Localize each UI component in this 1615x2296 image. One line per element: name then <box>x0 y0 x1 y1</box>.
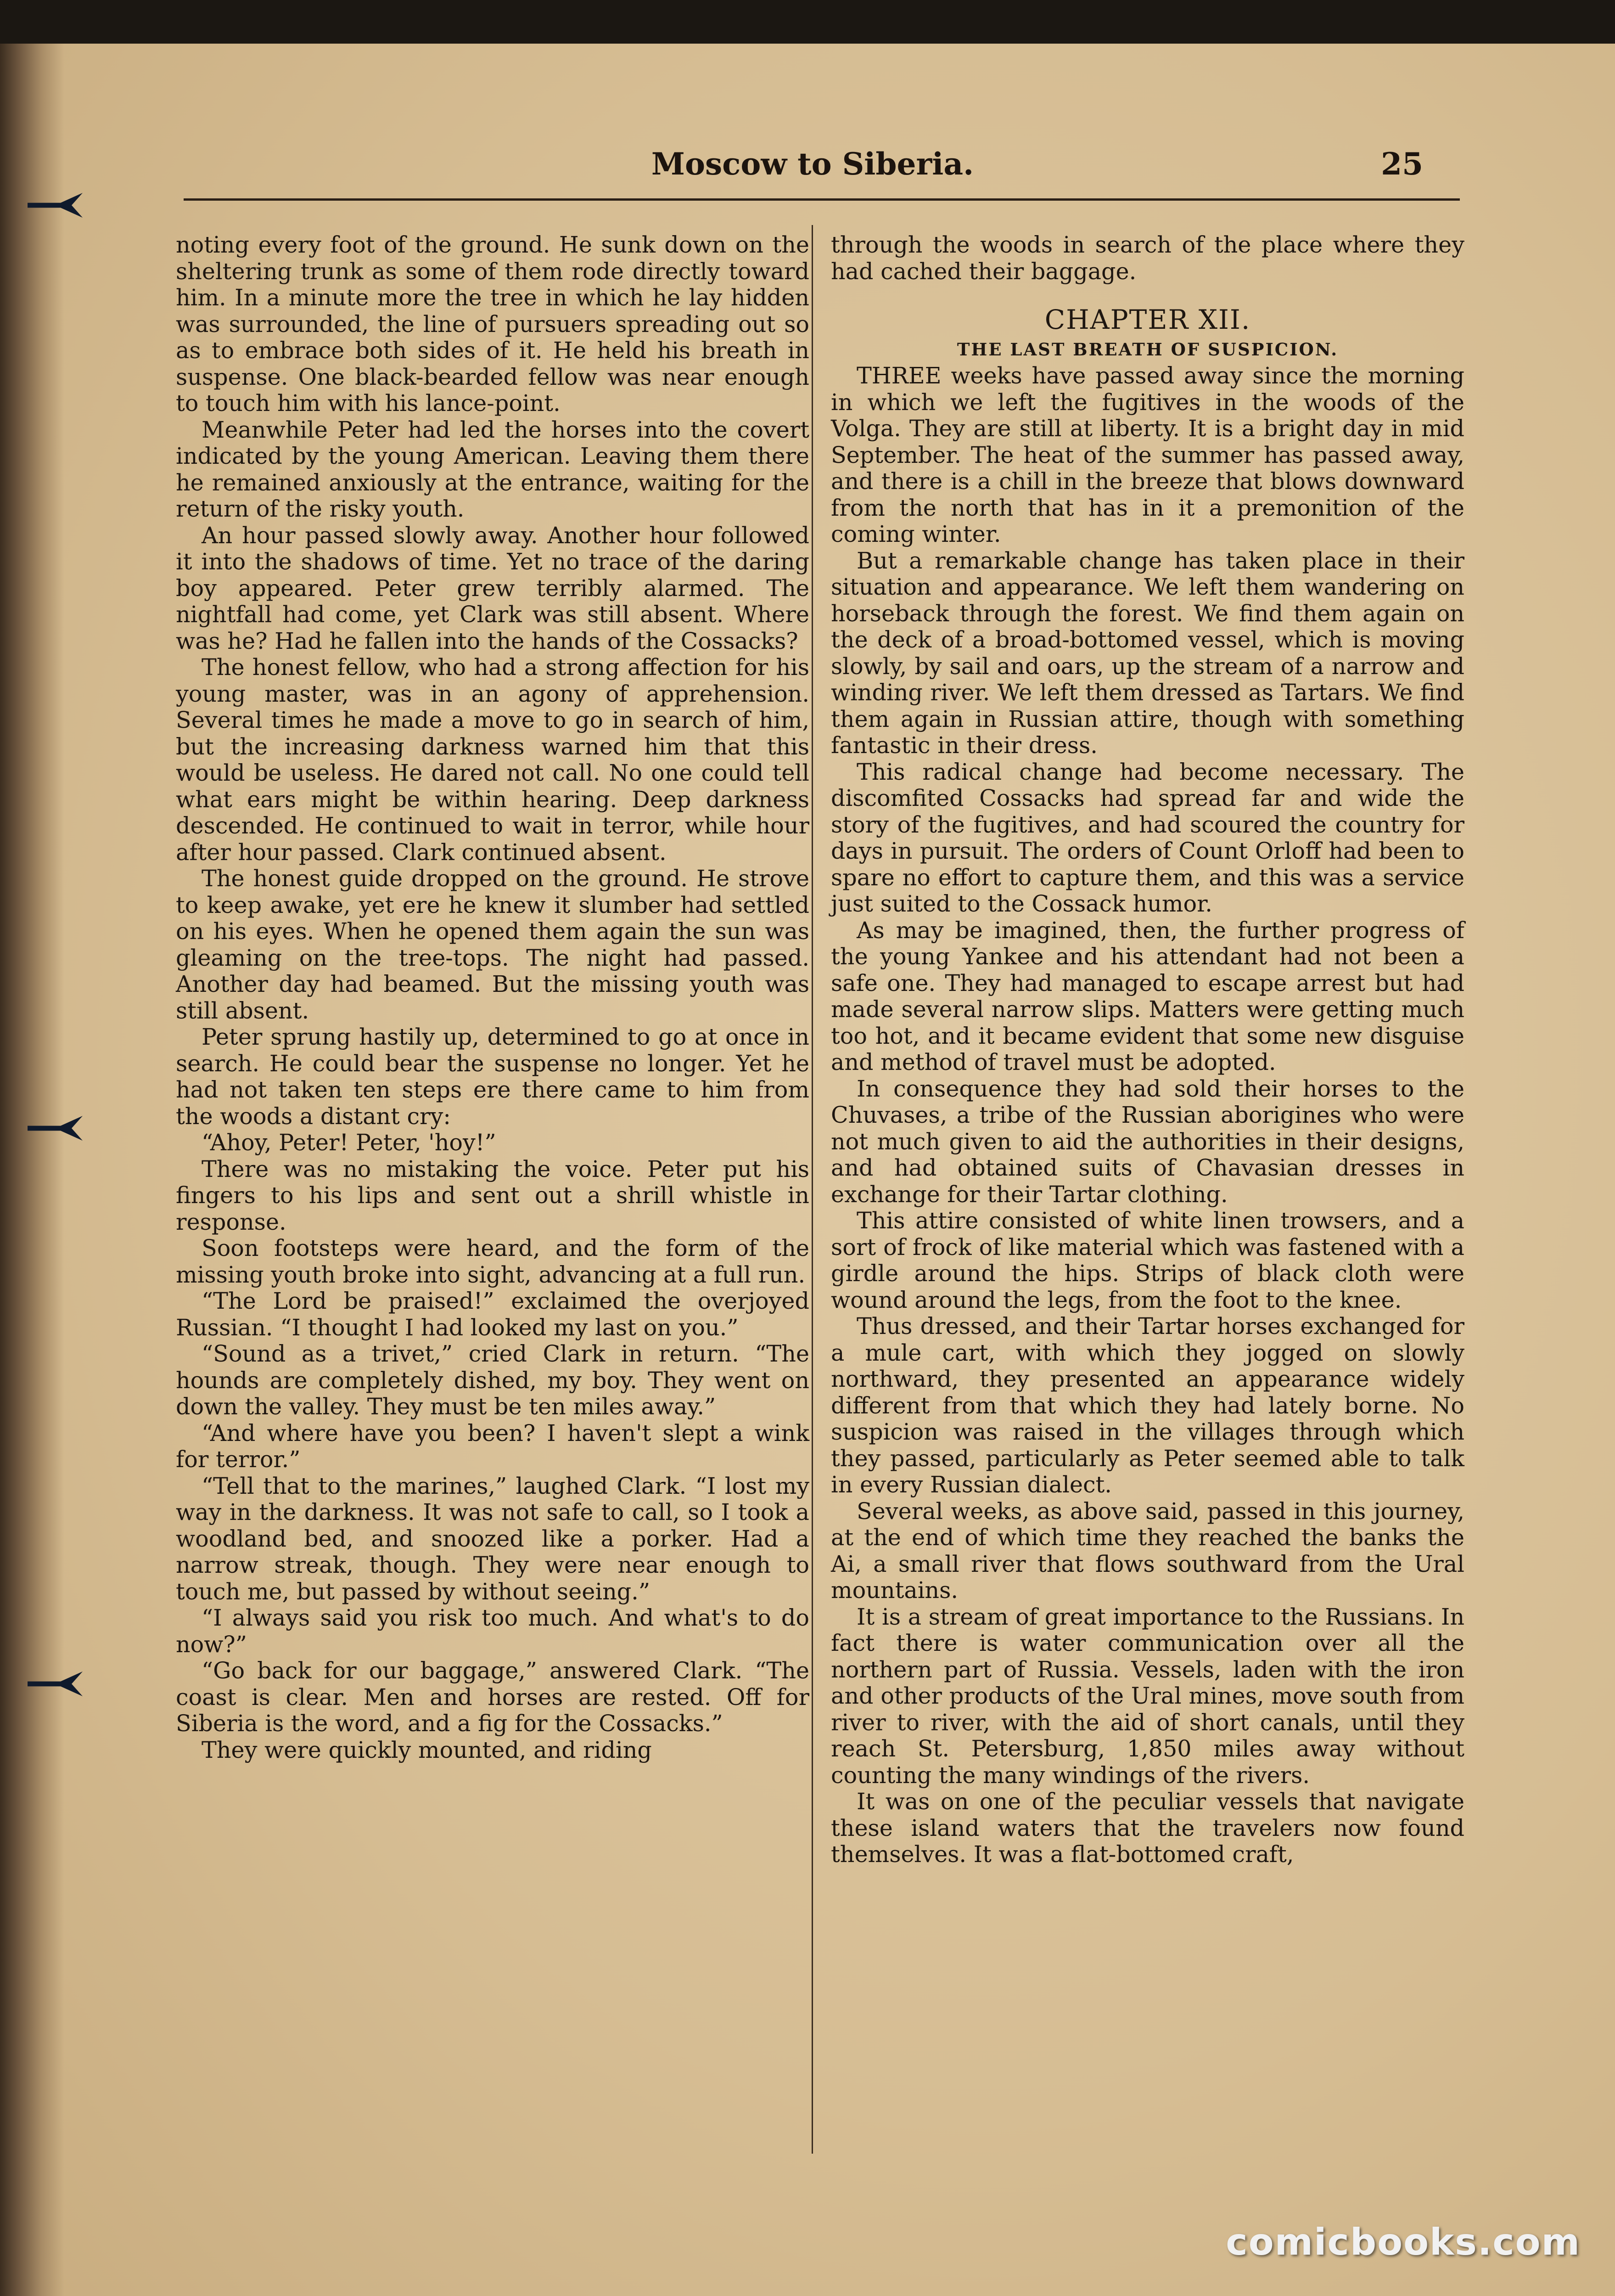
paragraph: “I always said you risk too much. And what's to do now?” <box>176 1604 809 1658</box>
paragraph: Thus dressed, and their Tartar horses exchanged for a mule cart, with which they jogged on slowly northward, they presented an appearance widely different from that which they had lately borne. No suspicion was raised in the villages through which they passed, particularly as Peter seemed able to talk in every Russian dialect. <box>831 1313 1464 1498</box>
paragraph: As may be imagined, then, the further progress of the young Yankee and his attendant had not been a safe one. They had managed to escape arrest but had made several narrow slips. Matters were getting much too hot, and it became evident that some new disguise and method of travel must be adopted. <box>831 917 1464 1075</box>
paragraph: “Ahoy, Peter! Peter, 'hoy!” <box>202 1129 496 1156</box>
paragraph: Meanwhile Peter had led the horses into the covert indicated by the young American. Leaving them there he remained anxiously at the entrance, waiting for the return of the risky youth. <box>176 416 809 522</box>
paragraph: This radical change had become necessary. The discomfited Cossacks had spread far and wide the story of the fugitives, and had scoured the country for days in pursuit. The orders of Count Orloff had been to spare no effort to capture them, and this was a service just suited to the Cossack humor. <box>831 758 1464 917</box>
paragraph: It was on one of the peculiar vessels that navigate these island waters that the travelers now found themselves. It was a flat-bottomed craft, <box>831 1788 1464 1868</box>
paragraph: This attire consisted of white linen trowsers, and a sort of frock of like material which was fastened with a girdle around the hips. Strips of black cloth were wound around the legs, from the foot to the knee. <box>831 1207 1464 1313</box>
header-rule <box>184 198 1460 201</box>
paragraph: There was no mistaking the voice. Peter put his fingers to his lips and sent out a shrill whistle in response. <box>176 1155 809 1235</box>
chapter-title: CHAPTER XII. <box>1044 304 1251 335</box>
left-column <box>176 232 809 1763</box>
paragraph: “Sound as a trivet,” cried Clark in return. “The hounds are completely dished, my boy. They went on down the valley. They must be ten miles away.” <box>176 1340 809 1420</box>
site-watermark: comicbooks.com <box>1226 2221 1581 2263</box>
paragraph: In consequence they had sold their horses to the Chuvases, a tribe of the Russian aborigines who were not much given to aid the authorities in their designs, and had obtained suits of Chavasian dresses in exchange for their Tartar clothing. <box>831 1075 1464 1208</box>
paragraph: Several weeks, as above said, passed in this journey, at the end of which time they reached the banks the Ai, a small river that flows southward from the Ural mountains. <box>831 1497 1464 1604</box>
paragraph: THREE weeks have passed away since the morning in which we left the fugitives in the woods of the Volga. They are still at liberty. It is a bright day in mid September. The heat of the summer has passed away, and there is a chill in the breeze that blows downward from the north that has in it a premonition of the coming winter. <box>831 362 1464 547</box>
paragraph: An hour passed slowly away. Another hour followed it into the shadows of time. Yet no trace of the daring boy appeared. Peter grew terribly alarmed. The nightfall had come, yet Clark was still absent. Where was he? Had he fallen into the hands of the Cossacks? <box>176 522 809 654</box>
page-spine-edge <box>0 44 64 2296</box>
chapter-subtitle: THE LAST BREATH OF SUSPICION. <box>957 339 1339 360</box>
paragraph: The honest fellow, who had a strong affection for his young master, was in an agony of apprehension. Several times he made a move to go in search of him, but the increasing darkness warned him that this would be useless. He dared not call. No one could tell what ears might be within hearing. Deep darkness descended. He continued to wait in terror, while hour after hour passed. Clark continued absent. <box>176 654 809 866</box>
running-title: Moscow to Siberia. <box>651 146 974 182</box>
paragraph: They were quickly mounted, and riding <box>202 1736 652 1763</box>
paragraph: But a remarkable change has taken place in their situation and appearance. We left them wandering on horseback through the forest. We find them again on the deck of a broad-bottomed vessel, which is moving slowly, by sail and oars, up the stream of a narrow and winding river. We left them dressed as Tartars. We find them again in Russian attire, though with something fantastic in their dress. <box>831 547 1464 759</box>
paragraph: through the woods in search of the place where they had cached their baggage. <box>831 231 1464 285</box>
page-number: 25 <box>1381 146 1423 182</box>
paragraph: “And where have you been? I haven't slept a wink for terror.” <box>176 1419 809 1473</box>
paragraph: “The Lord be praised!” exclaimed the overjoyed Russian. “I thought I had looked my last on you.” <box>176 1288 809 1341</box>
paragraph: The honest guide dropped on the ground. He strove to keep awake, yet ere he knew it slumber had settled on his eyes. When he opened them again the sun was gleaming on the tree-tops. The night had passed. Another day had beamed. But the missing youth was still absent. <box>176 865 809 1024</box>
paragraph: noting every foot of the ground. He sunk down on the sheltering trunk as some of them rode directly toward him. In a minute more the tree in which he lay hidden was surrounded, the line of pursuers spreading out so as to embrace both sides of it. He held his breath in suspense. One black-bearded fellow was near enough to touch him with his lance-point. <box>176 231 809 416</box>
right-column <box>831 232 1464 1868</box>
paragraph: It is a stream of great importance to the Russians. In fact there is water communication over all the northern part of Russia. Vessels, laden with the iron and other products of the Ural mines, move south from river to river, with the aid of short canals, until they reach St. Petersburg, 1,850 miles away without counting the many windings of the rivers. <box>831 1603 1464 1789</box>
paragraph: “Go back for our baggage,” answered Clark. “The coast is clear. Men and horses are rested. Off for Siberia is the word, and a fig for the Cossacks.” <box>176 1657 809 1737</box>
page-header <box>184 146 1441 197</box>
paragraph: Soon footsteps were heard, and the form of the missing youth broke into sight, advancing at a full run. <box>176 1235 809 1288</box>
paragraph: Peter sprung hastily up, determined to go at once in search. He could bear the suspense no longer. Yet he had not taken ten steps ere there came to him from the woods a distant cry: <box>176 1024 809 1130</box>
paragraph: “Tell that to the marines,” laughed Clark. “I lost my way in the darkness. It was not safe to call, so I took a woodland bed, and snoozed like a porker. Had a narrow streak, though. They were near enough to touch me, but passed by without seeing.” <box>176 1472 809 1605</box>
column-divider <box>812 225 813 2154</box>
